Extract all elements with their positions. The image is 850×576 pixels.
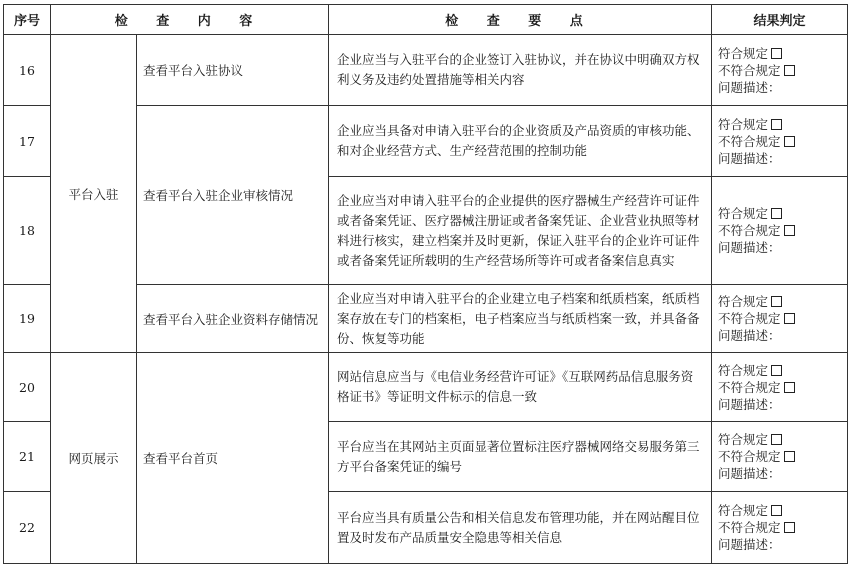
inspection-table — [3, 4, 848, 564]
comply-checkbox[interactable] — [771, 296, 782, 307]
not-comply-checkbox[interactable] — [784, 65, 795, 76]
row-number: 19 — [4, 285, 51, 353]
item-entry-storage: 查看平台入驻企业资料存储情况 — [137, 285, 329, 353]
requirement-text: 平台应当在其网站主页面显著位置标注医疗器械网络交易服务第三方平台备案凭证的编号 — [329, 422, 712, 492]
not-comply-checkbox[interactable] — [784, 451, 795, 462]
not-comply-checkbox[interactable] — [784, 522, 795, 533]
header-row — [4, 5, 848, 35]
result-cell: 符合规定 不符合规定 问题描述： — [712, 35, 848, 106]
problem-label: 问题描述： — [718, 328, 781, 343]
category-platform-entry: 平台入驻 — [51, 35, 137, 353]
result-cell: 符合规定 不符合规定 问题描述： — [712, 492, 848, 564]
result-cell: 符合规定 不符合规定 问题描述： — [712, 353, 848, 422]
header-result: 结果判定 — [712, 5, 848, 35]
requirement-text: 企业应当对申请入驻平台的企业提供的医疗器械生产经营许可证件或者备案凭证、医疗器械注册证或者备案凭证、企业营业执照等材料进行核实，建立档案并及时更新，保证入驻平台的企业许可证件或者备案凭证所载明的生产经营场所等许可或者备案信息真实 — [329, 177, 712, 285]
row-number: 16 — [4, 35, 51, 106]
item-entry-audit: 查看平台入驻企业审核情况 — [137, 106, 329, 285]
not-comply-checkbox[interactable] — [784, 313, 795, 324]
header-seq: 序号 — [4, 5, 51, 35]
not-comply-checkbox[interactable] — [784, 225, 795, 236]
comply-checkbox[interactable] — [771, 434, 782, 445]
header-content: 检 查 内 容 — [51, 5, 329, 35]
row-number: 17 — [4, 106, 51, 177]
table-row — [4, 35, 848, 106]
header-points: 检 查 要 点 — [329, 5, 712, 35]
requirement-text: 网站信息应当与《电信业务经营许可证》《互联网药品信息服务资格证书》等证明文件标示的信息一致 — [329, 353, 712, 422]
item-homepage: 查看平台首页 — [137, 353, 329, 564]
problem-label: 问题描述： — [718, 79, 781, 95]
item-entry-agreement: 查看平台入驻协议 — [137, 35, 329, 106]
result-cell: 符合规定 不符合规定 问题描述： — [712, 106, 848, 177]
row-number: 21 — [4, 422, 51, 492]
comply-checkbox[interactable] — [771, 48, 782, 59]
requirement-text: 平台应当具有质量公告和相关信息发布管理功能，并在网站醒目位置及时发布产品质量安全隐患等相关信息 — [329, 492, 712, 564]
requirement-text: 企业应当具备对申请入驻平台的企业资质及产品资质的审核功能、和对企业经营方式、生产经营范围的控制功能 — [329, 106, 712, 177]
problem-label: 问题描述： — [718, 240, 781, 255]
requirement-text: 企业应当对申请入驻平台的企业建立电子档案和纸质档案，纸质档案存放在专门的档案柜，电子档案应当与纸质档案一致，并具备备份、恢复等功能 — [329, 285, 712, 353]
result-cell: 符合规定 不符合规定 问题描述： — [712, 285, 848, 353]
table-row — [4, 353, 848, 422]
requirement-text: 企业应当与入驻平台的企业签订入驻协议，并在协议中明确双方权利义务及违约处置措施等相关内容 — [329, 35, 712, 106]
comply-checkbox[interactable] — [771, 505, 782, 516]
problem-label: 问题描述： — [718, 150, 781, 166]
not-comply-checkbox[interactable] — [784, 136, 795, 147]
comply-checkbox[interactable] — [771, 208, 782, 219]
comply-checkbox[interactable] — [771, 119, 782, 130]
comply-checkbox[interactable] — [771, 365, 782, 376]
not-comply-checkbox[interactable] — [784, 382, 795, 393]
result-cell: 符合规定 不符合规定 问题描述： — [712, 422, 848, 492]
result-cell: 符合规定 不符合规定 问题描述： — [712, 177, 848, 285]
problem-label: 问题描述： — [718, 396, 781, 412]
category-web-display: 网页展示 — [51, 353, 137, 564]
row-number: 18 — [4, 177, 51, 285]
problem-label: 问题描述： — [718, 537, 781, 552]
problem-label: 问题描述： — [718, 466, 781, 481]
row-number: 22 — [4, 492, 51, 564]
row-number: 20 — [4, 353, 51, 422]
